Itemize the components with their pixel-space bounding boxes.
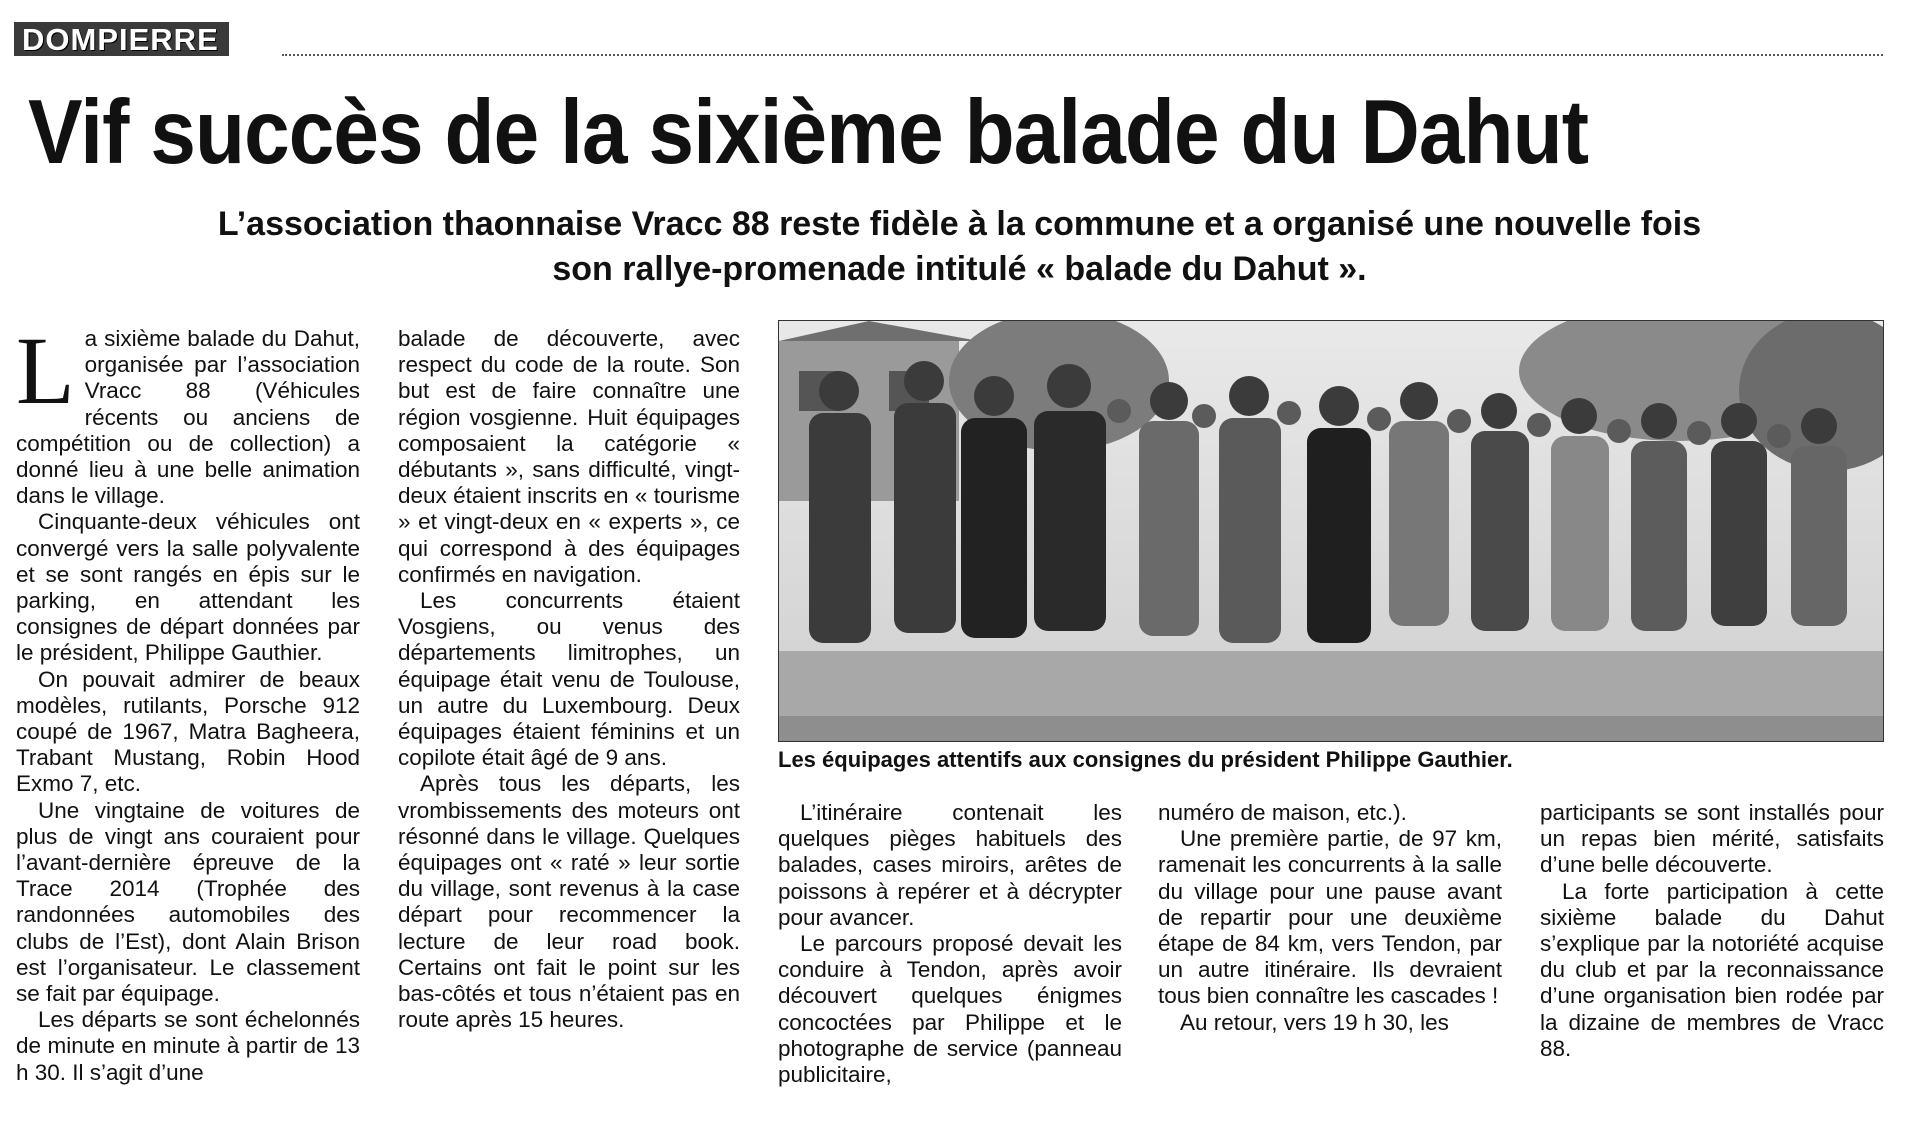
article-column-5: [1540, 800, 1884, 1062]
paragraph: La sixième balade du Dahut, organisée par l’association Vracc 88 (Véhicules récents ou anciens de compétition ou de collection) a donné lieu à une belle animation dans le village.: [16, 317, 360, 509]
paragraph: Une première partie, de 97 km, ramenait les concurrents à la salle du village pour une pause avant de repartir pour une deuxième étape de 84 km, vers Tendon, par un autre itinéraire. Ils devraient tous bien connaître les cascades !: [1158, 826, 1502, 1009]
paragraph: participants se sont installés pour un repas bien mérité, satisfaits d’une belle découverte.: [1540, 800, 1884, 878]
paragraph: Une vingtaine de voitures de plus de vingt ans couraient pour l’avant-dernière épreuve de la Trace 2014 (Trophée des randonnées automobiles des clubs de l’Est), dont Alain Brison est l’organisateur. Le classement se fait par équipage.: [16, 797, 360, 1007]
paragraph: Les concurrents étaient Vosgiens, ou venus des départements limitrophes, un équipage était venu de Toulouse, un autre du Luxembourg. Deux équipages étaient féminins et un copilote était âgé de 9 ans.: [398, 588, 740, 771]
paragraph: Le parcours proposé devait les conduire à Tendon, après avoir découvert quelques énigmes concoctées par Philippe et le photographe de service (panneau publicitaire,: [778, 931, 1122, 1088]
paragraph: balade de découverte, avec respect du code de la route. Son but est de faire connaître une région vosgienne. Huit équipages composaient la catégorie « débutants », sans difficulté, vingt-deux étaient inscrits en « tourisme » et vingt-deux en « experts », ce qui correspond à des équipages confirmés en navigation.: [398, 326, 740, 587]
paragraph: L’itinéraire contenait les quelques pièges habituels des balades, cases miroirs, arêtes de poissons à repérer et à décrypter pour avancer.: [778, 800, 1122, 930]
paragraph: Les départs se sont échelonnés de minute en minute à partir de 13 h 30. Il s’agit d’une: [16, 1007, 360, 1085]
paragraph: numéro de maison, etc.).: [1158, 800, 1407, 825]
standfirst-line-1: L’association thaonnaise Vracc 88 reste fidèle à la commune et a organisé une nouvelle fois: [217, 205, 1702, 243]
standfirst-line-2: son rallye-promenade intitulé « balade du Dahut ».: [552, 250, 1367, 288]
standfirst: [0, 202, 1919, 292]
paragraph: On pouvait admirer de beaux modèles, rutilants, Porsche 912 coupé de 1967, Matra Bagheera, Trabant Mustang, Robin Hood Exmo 7, etc.: [16, 666, 360, 797]
crowd-photo-illustration: [779, 321, 1883, 741]
headline: Vif succès de la sixième balade du Dahut: [28, 82, 1589, 183]
article-column-2: [398, 326, 740, 1033]
article-column-1: [16, 317, 360, 1086]
rubric-divider: [282, 54, 1883, 56]
article-column-3: [778, 800, 1122, 1088]
paragraph: Après tous les départs, les vrombissements des moteurs ont résonné dans le village. Quelques équipages ont « raté » leur sortie du village, sont revenus à la case départ pour recommencer la lecture de leur road book. Certains ont fait le point sur les bas-côtés et tous n’étaient pas en route après 15 heures.: [398, 771, 740, 1033]
paragraph: Cinquante-deux véhicules ont convergé vers la salle polyvalente et se sont rangés en épis sur le parking, en attendant les consignes de départ données par le président, Philippe Gauthier.: [16, 509, 360, 666]
paragraph: La forte participation à cette sixième balade du Dahut s’explique par la notoriété acquise du club et par la reconnaissance d’une organisation bien rodée par la dizaine de membres de Vracc 88.: [1540, 878, 1884, 1061]
drop-cap: L: [16, 317, 75, 424]
section-rubric: DOMPIERRE: [14, 22, 229, 56]
photo-caption: Les équipages attentifs aux consignes du président Philippe Gauthier.: [778, 747, 1513, 772]
crowd-photo: [778, 320, 1884, 742]
paragraph: Au retour, vers 19 h 30, les: [1180, 1009, 1449, 1035]
article-column-4: [1158, 800, 1502, 1036]
